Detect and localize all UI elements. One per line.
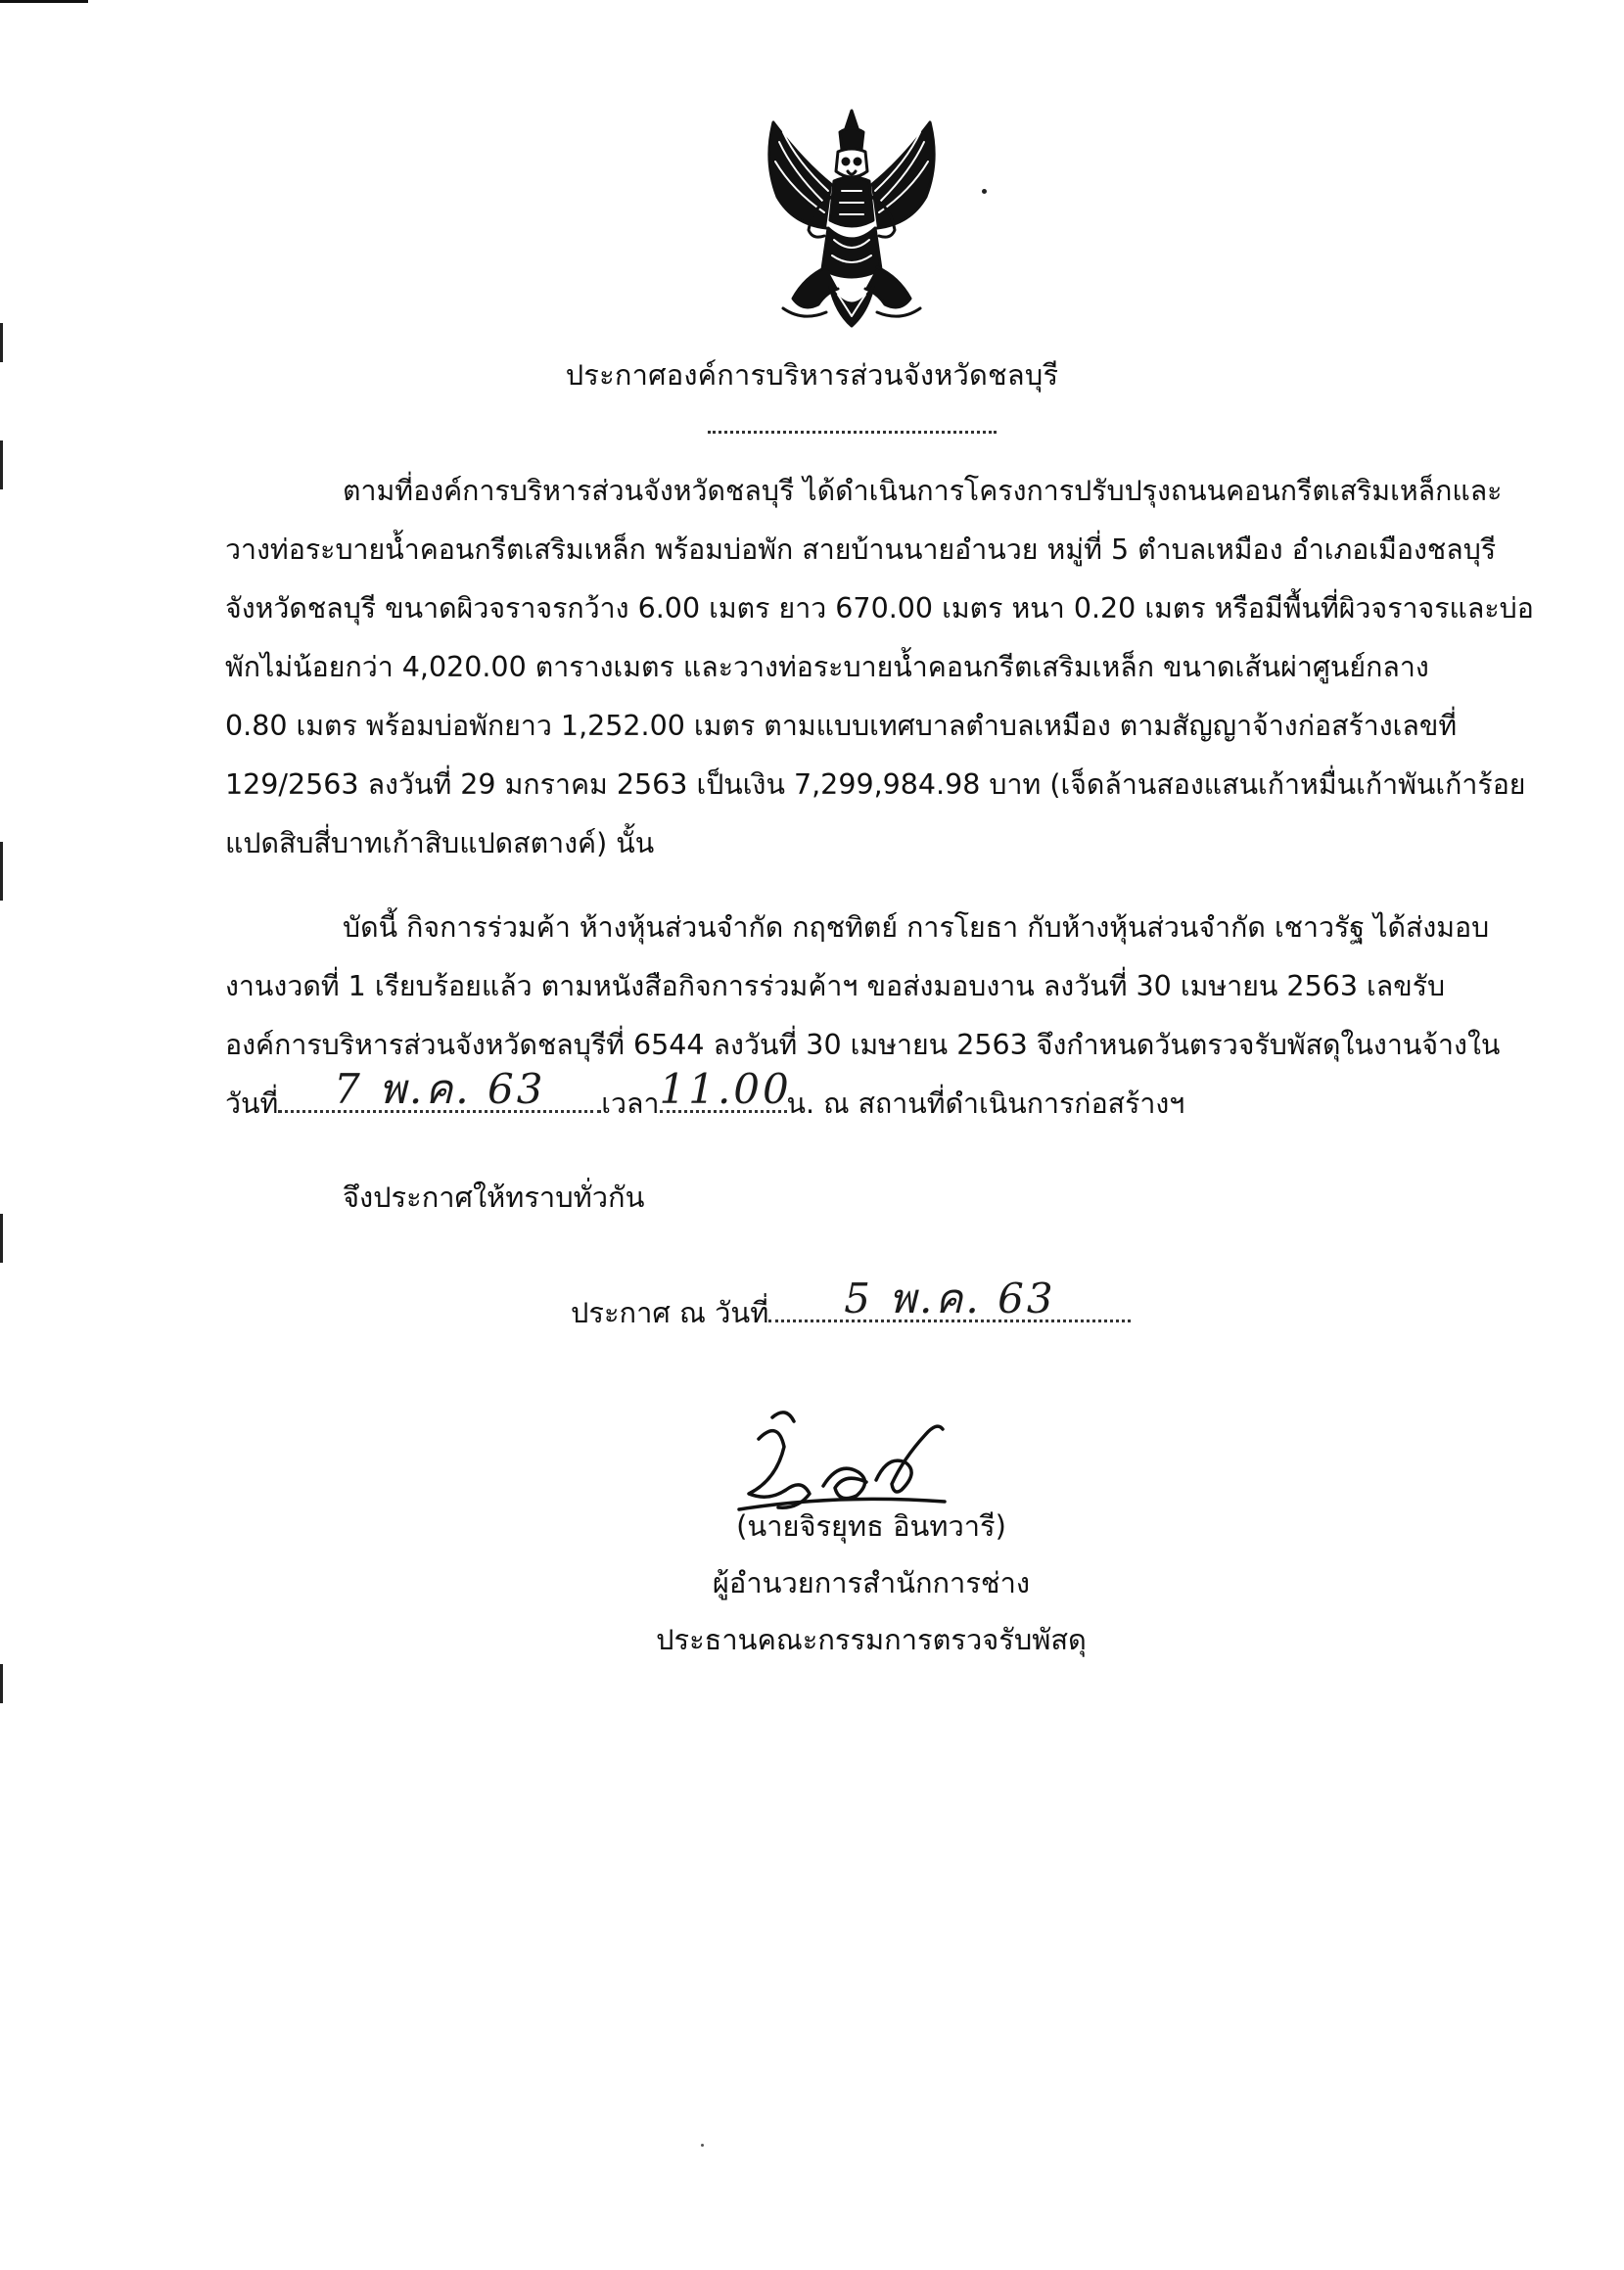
paragraph-line: วางท่อระบายน้ำคอนกรีตเสริมเหล็ก พร้อมบ่อพัก สายบ้านนายอำนวย หมู่ที่ 5 ตำบลเหมือง อำเภอเมืองชลบุรี xyxy=(225,533,1497,566)
paragraph-line: แปดสิบสี่บาทเก้าสิบแปดสตางค์) นั้น xyxy=(225,827,655,859)
signatory-position: ผู้อำนวยการสำนักการช่าง xyxy=(712,1566,1031,1599)
scan-speck xyxy=(982,189,987,194)
scan-edge-mark xyxy=(0,1664,3,1703)
scan-edge-mark xyxy=(0,1214,3,1263)
inspection-date-line xyxy=(225,1065,1517,1134)
scan-speck xyxy=(701,2144,704,2147)
inspection-time-field xyxy=(659,1065,792,1113)
inspection-date-handwritten: 7 พ.ค. 63 xyxy=(334,1065,546,1113)
announcement-date-label: ประกาศ ณ วันที่ xyxy=(571,1296,769,1329)
inspection-time-label: เวลา xyxy=(601,1088,660,1120)
scan-edge-mark xyxy=(0,842,3,901)
title-dotted-rule xyxy=(708,431,997,434)
signatory-name: (นายจิรยุทธ อินทวารี) xyxy=(736,1509,1006,1543)
inspection-date-field xyxy=(278,1065,601,1113)
closing-statement: จึงประกาศให้ทราบทั่วกัน xyxy=(343,1181,645,1214)
inspection-location: น. ณ สถานที่ดำเนินการก่อสร้างฯ xyxy=(786,1088,1185,1120)
garuda-emblem-icon xyxy=(744,103,959,338)
paragraph-delivery-notice xyxy=(225,899,1517,1134)
inspection-time-handwritten: 11.00 xyxy=(659,1065,792,1113)
scan-edge-mark xyxy=(0,440,3,489)
announcement-date-field xyxy=(768,1274,1131,1322)
paragraph-line: องค์การบริหารส่วนจังหวัดชลบุรีที่ 6544 ลงวันที่ 30 เมษายน 2563 จึงกำหนดวันตรวจรับพัสดุในงานจ้างใน xyxy=(225,1029,1501,1061)
paragraph-line: ตามที่องค์การบริหารส่วนจังหวัดชลบุรี ได้ดำเนินการโครงการปรับปรุงถนนคอนกรีตเสริมเหล็กและ xyxy=(343,475,1503,507)
scan-edge-mark xyxy=(0,0,88,3)
paragraph-line: 0.80 เมตร พร้อมบ่อพักยาว 1,252.00 เมตร ตามแบบเทศบาลตำบลเหมือง ตามสัญญาจ้างก่อสร้างเลขที่ xyxy=(225,710,1458,742)
paragraph-line: 129/2563 ลงวันที่ 29 มกราคม 2563 เป็นเงิน 7,299,984.98 บาท (เจ็ดล้านสองแสนเก้าหมื่นเก้าพันเก้าร้อย xyxy=(225,768,1526,801)
paragraph-line: งานงวดที่ 1 เรียบร้อยแล้ว ตามหนังสือกิจการร่วมค้าฯ ขอส่งมอบงาน ลงวันที่ 30 เมษายน 2563 เลขรับ xyxy=(225,970,1446,1002)
signatory-role: ประธานคณะกรรมการตรวจรับพัสดุ xyxy=(656,1623,1087,1656)
paragraph-line: พักไม่น้อยกว่า 4,020.00 ตารางเมตร และวางท่อระบายน้ำคอนกรีตเสริมเหล็ก ขนาดเส้นผ่าศูนย์กลาง xyxy=(225,651,1429,683)
paragraph-project-details xyxy=(225,462,1534,873)
document-title: ประกาศองค์การบริหารส่วนจังหวัดชลบุรี xyxy=(565,358,1059,392)
announcement-date-handwritten: 5 พ.ค. 63 xyxy=(844,1274,1056,1322)
announcement-date-line xyxy=(571,1274,1131,1335)
paragraph-line: จังหวัดชลบุรี ขนาดผิวจราจรกว้าง 6.00 เมตร ยาว 670.00 เมตร หนา 0.20 เมตร หรือมีพื้นที่ผิวจราจรและบ่อ xyxy=(225,592,1534,625)
paragraph-line: บัดนี้ กิจการร่วมค้า ห้างหุ้นส่วนจำกัด กฤชทิตย์ การโยธา กับห้างหุ้นส่วนจำกัด เชาวรัฐ ได้ส่งมอบ xyxy=(343,911,1490,944)
signatory-block xyxy=(548,1498,1194,1668)
inspection-date-label: วันที่ xyxy=(225,1088,279,1120)
